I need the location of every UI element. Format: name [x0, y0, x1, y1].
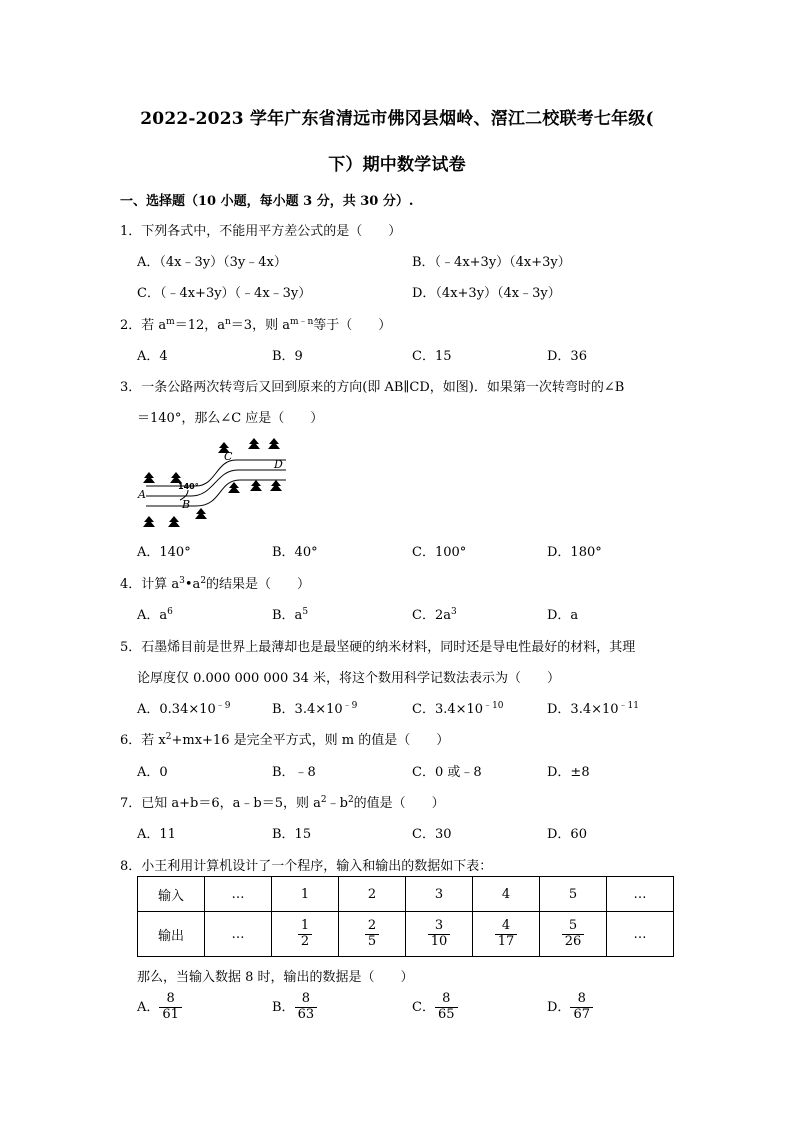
io-table [137, 876, 674, 957]
fraction: $\frac{1}{2}$ [298, 919, 312, 950]
page-title-line2: 下）期中数学试卷 [328, 155, 466, 175]
q4-option-c[interactable]: C．$2a^3$ [412, 607, 457, 623]
table-row-input [138, 877, 674, 912]
table-cell: … [205, 912, 272, 957]
q1-option-a[interactable]: A．（4x﹣3y）（3y﹣4x） [137, 255, 287, 270]
q6-option-a[interactable]: A．0 [137, 765, 168, 780]
q6-option-c[interactable]: C．0 或﹣8 [412, 765, 482, 780]
question-3-stem-line2: ＝140°，那么∠C 应是（ ） [137, 411, 324, 426]
q5-option-c[interactable]: C．$3.4\times 10^{﹣10}$ [412, 701, 504, 717]
table-cell: 3 [406, 877, 473, 912]
q8-option-d[interactable]: D． $\frac{8}{67}$ [547, 992, 593, 1023]
table-cell [540, 912, 607, 957]
question-4-stem: 4．计算 $a^3•a^2$的结果是（ ） [120, 576, 311, 592]
question-3-stem-line1: 3．一条公路两次转弯后又回到原来的方向(即 AB∥CD，如图)．如果第一次转弯时的∠B [120, 380, 625, 395]
question-8-followup: 那么，当输入数据 8 时，输出的数据是（ ） [137, 970, 414, 985]
question-8-stem: 8．小王利用计算机设计了一个程序，输入和输出的数据如下表： [120, 859, 493, 874]
fraction: $\frac{4}{17}$ [495, 919, 518, 950]
road-figure [136, 430, 296, 530]
fraction: $\frac{3}{10}$ [428, 919, 451, 950]
question-5-stem-line1: 5．石墨烯目前是世界上最薄却也是最坚硬的纳米材料，同时还是导电性最好的材料，其理 [120, 640, 636, 655]
q8-option-b[interactable]: B． $\frac{8}{63}$ [272, 992, 317, 1023]
q6-option-d[interactable]: D．±8 [547, 765, 590, 780]
q4-option-b[interactable]: B．$a^5$ [272, 607, 309, 623]
q3-option-a[interactable]: A．140° [137, 545, 191, 560]
fig-label-c: C [224, 450, 233, 463]
question-5-stem-line2: 论厚度仅 0.000 000 000 34 米，将这个数用科学记数法表示为（ ） [137, 671, 561, 686]
q8-option-c[interactable]: C． $\frac{8}{65}$ [412, 992, 458, 1023]
table-cell [473, 912, 540, 957]
question-2-stem: 2．若 $a^m=12$，$a^n=3$，则 $a^{m﹣n}$等于（ ） [120, 317, 392, 333]
q2-option-a[interactable]: A．4 [137, 349, 168, 364]
q4-option-d[interactable]: D．a [547, 608, 579, 623]
page-title-line1: 2022-2023 学年广东省清远市佛冈县烟岭、滘江二校联考七年级( [140, 109, 654, 129]
q2-option-c[interactable]: C．15 [412, 349, 452, 364]
q3-option-c[interactable]: C．100° [412, 545, 467, 560]
table-cell-label: 输出 [138, 912, 205, 957]
table-cell-label: 输入 [138, 877, 205, 912]
q2-option-d[interactable]: D．36 [547, 349, 587, 364]
question-6-stem: 6．若 $x^2+mx+16$ 是完全平方式，则 m 的值是（ ） [120, 732, 450, 748]
table-cell: 5 [540, 877, 607, 912]
fig-angle-label: 140° [178, 482, 199, 491]
table-row-output [138, 912, 674, 957]
question-1-stem: 1．下列各式中，不能用平方差公式的是（ ） [120, 224, 402, 239]
table-cell: … [607, 912, 674, 957]
fig-label-d: D [274, 458, 283, 471]
table-cell [339, 912, 406, 957]
q4-option-a[interactable]: A．$a^6$ [137, 607, 173, 623]
q2-option-b[interactable]: B．9 [272, 349, 303, 364]
q1-option-d[interactable]: D．（4x+3y）（4x﹣3y） [412, 286, 561, 301]
q5-option-b[interactable]: B．$3.4\times 10^{﹣9}$ [272, 701, 358, 717]
fig-label-b: B [182, 498, 191, 511]
q7-option-a[interactable]: A．11 [137, 827, 176, 842]
fig-label-a: A [138, 488, 146, 501]
table-cell [406, 912, 473, 957]
q3-option-b[interactable]: B．40° [272, 545, 318, 560]
tree-icons [143, 438, 282, 527]
fraction: $\frac{2}{5}$ [365, 919, 379, 950]
table-cell [272, 912, 339, 957]
q1-option-c[interactable]: C．（﹣4x+3y）（﹣4x﹣3y） [137, 286, 312, 301]
question-7-stem: 7．已知 a+b＝6，a﹣b＝5，则 $a^2﹣b^2$的值是（ ） [120, 795, 445, 811]
fraction: $\frac{5}{26}$ [562, 919, 585, 950]
q8-option-a[interactable]: A． $\frac{8}{61}$ [137, 992, 182, 1023]
q5-option-a[interactable]: A．$0.34\times 10^{﹣9}$ [137, 701, 231, 717]
q7-option-c[interactable]: C．30 [412, 827, 452, 842]
q6-option-b[interactable]: B．﹣8 [272, 765, 316, 780]
section-header: 一、选择题（10 小题，每小题 3 分，共 30 分）. [120, 194, 414, 209]
table-cell: 4 [473, 877, 540, 912]
table-cell: … [607, 877, 674, 912]
q1-option-b[interactable]: B．（﹣4x+3y）（4x+3y） [412, 255, 571, 270]
q3-option-d[interactable]: D．180° [547, 545, 602, 560]
table-cell: 1 [272, 877, 339, 912]
q7-option-d[interactable]: D．60 [547, 827, 587, 842]
table-cell: 2 [339, 877, 406, 912]
table-cell: … [205, 877, 272, 912]
q7-option-b[interactable]: B．15 [272, 827, 312, 842]
q5-option-d[interactable]: D．$3.4\times 10^{﹣11}$ [547, 701, 639, 717]
